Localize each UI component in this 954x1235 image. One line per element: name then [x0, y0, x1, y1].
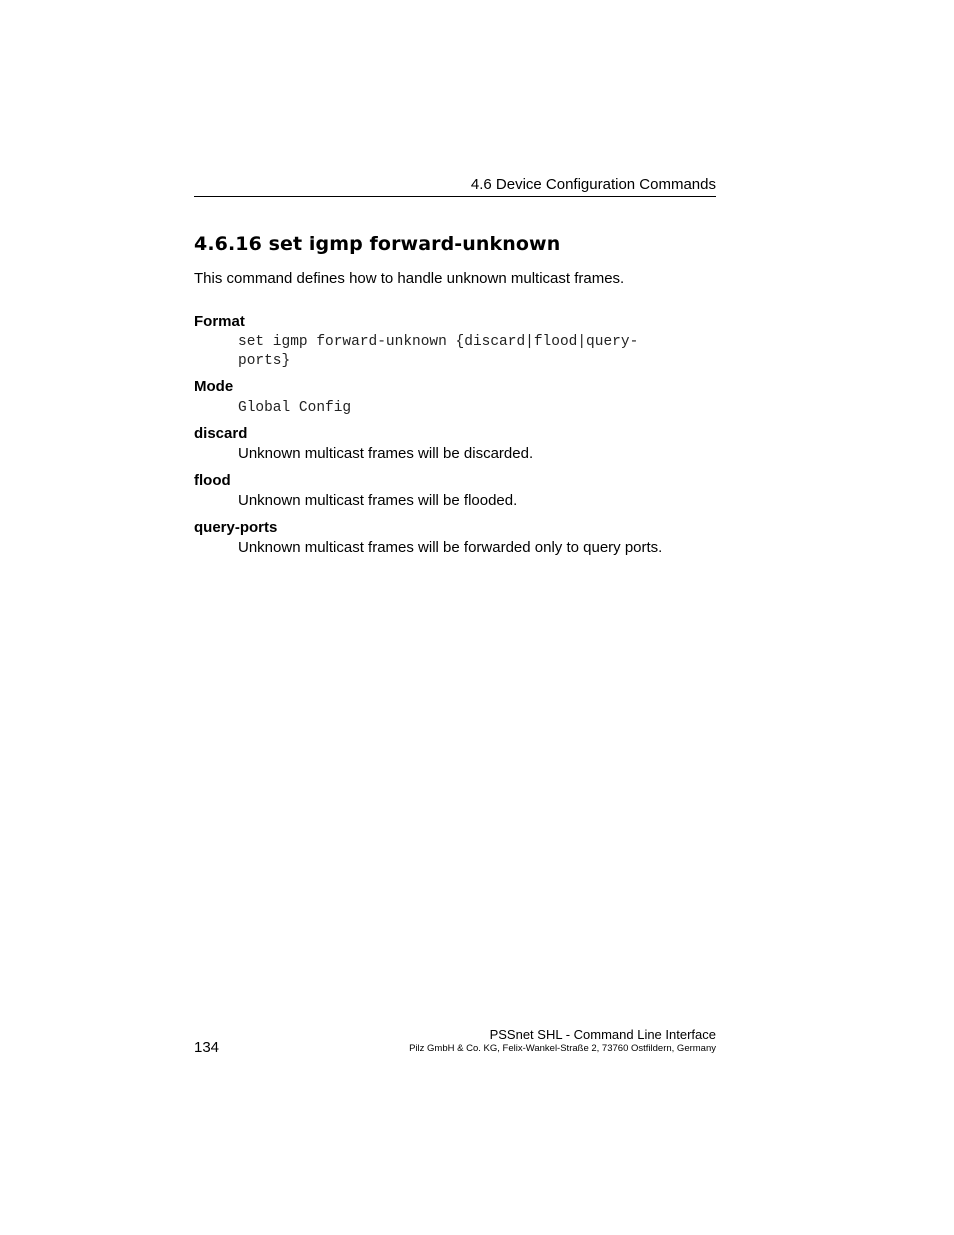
footer-address: Pilz GmbH & Co. KG, Felix-Wankel-Straße 2, 73760 Ostfildern, Germany: [409, 1043, 716, 1054]
param-query-ports-desc: Unknown multicast frames will be forwarded only to query ports.: [238, 539, 663, 556]
param-discard-desc: Unknown multicast frames will be discarded.: [238, 445, 534, 462]
mode-value: Global Config: [238, 400, 352, 416]
format-syntax-line-2: ports}: [238, 353, 291, 369]
section-intro: This command defines how to handle unknown multicast frames.: [194, 270, 625, 287]
param-discard-label: discard: [194, 425, 248, 442]
footer-doc-title: PSSnet SHL - Command Line Interface: [489, 1027, 716, 1042]
param-query-ports-label: query-ports: [194, 519, 278, 536]
mode-label: Mode: [194, 378, 234, 395]
header-rule: [194, 196, 716, 197]
page-number: 134: [194, 1039, 220, 1056]
section-title: 4.6.16 set igmp forward-unknown: [194, 233, 561, 255]
format-label: Format: [194, 313, 245, 330]
format-syntax-line-1: set igmp forward-unknown {discard|flood|query-: [238, 334, 639, 350]
running-header: 4.6 Device Configuration Commands: [470, 176, 716, 193]
param-flood-desc: Unknown multicast frames will be flooded.: [238, 492, 518, 509]
param-flood-label: flood: [194, 472, 231, 489]
